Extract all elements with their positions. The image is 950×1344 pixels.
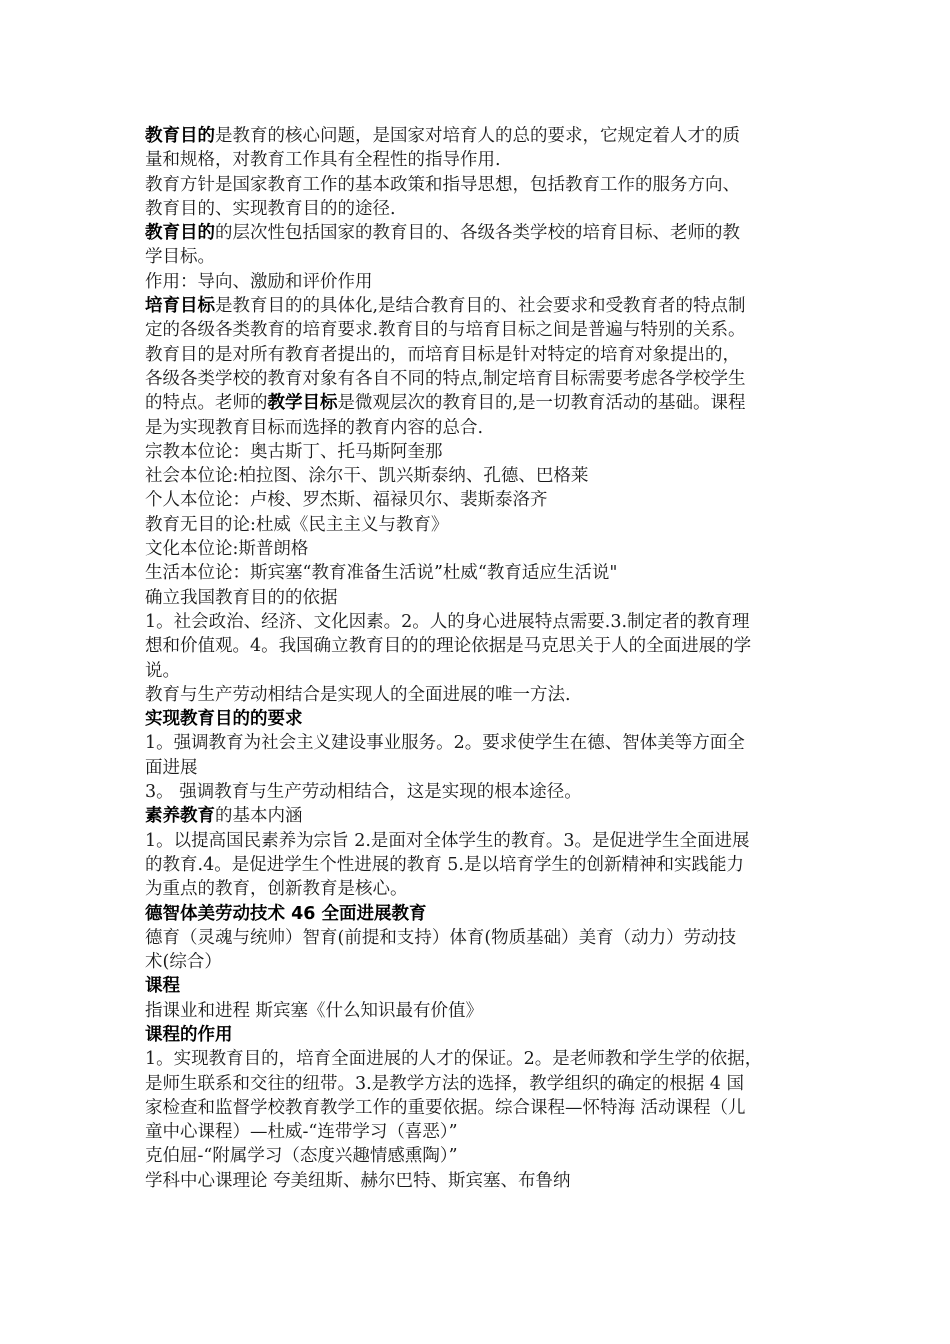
text-line bbox=[145, 464, 815, 488]
text-run: 是为实现教育目标而选择的教育内容的总合. bbox=[145, 417, 484, 438]
text-run: 术(综合） bbox=[145, 952, 222, 973]
text-run: 生活本位论：斯宾塞“教育准备生活说”杜威“教育适应生活说" bbox=[145, 563, 618, 584]
text-line bbox=[145, 707, 815, 731]
text-line bbox=[145, 974, 815, 998]
text-run: 个人本位论：卢梭、罗杰斯、福禄贝尔、裴斯泰洛齐 bbox=[145, 490, 548, 511]
text-line bbox=[145, 537, 815, 561]
text-run: 3。 强调教育与生产劳动相结合，这是实现的根本途径。 bbox=[145, 782, 582, 803]
text-line bbox=[145, 683, 815, 707]
document-body bbox=[145, 124, 815, 1193]
text-line bbox=[145, 902, 815, 926]
text-run: 童中心课程）—杜威-“连带学习（喜恶）” bbox=[145, 1122, 458, 1143]
text-run: 的特点。老师的 bbox=[145, 393, 268, 414]
bold-term: 培育目标 bbox=[145, 296, 215, 317]
text-run: 各级各类学校的教育对象有各自不同的特点,制定培育目标需要考虑各学校学生 bbox=[145, 368, 746, 389]
bold-term: 教育目的 bbox=[145, 126, 215, 146]
text-line bbox=[145, 440, 815, 464]
text-line bbox=[145, 804, 815, 828]
text-run: 教育无目的论:杜威《民主主义与教育》 bbox=[145, 514, 449, 535]
text-line bbox=[145, 513, 815, 537]
text-run: 是教育目的的具体化,是结合教育目的、社会要求和受教育者的特点制 bbox=[215, 296, 746, 317]
text-line bbox=[145, 391, 815, 415]
text-run: 社会本位论:柏拉图、涂尔干、凯兴斯泰纳、孔德、巴格莱 bbox=[145, 466, 589, 487]
text-run: 指课业和进程 斯宾塞《什么知识最有价值》 bbox=[145, 1000, 484, 1021]
text-line bbox=[145, 610, 815, 634]
text-line bbox=[145, 270, 815, 294]
bold-term: 实现教育目的的要求 bbox=[145, 709, 303, 730]
text-line bbox=[145, 1047, 815, 1071]
text-line bbox=[145, 999, 815, 1023]
bold-term: 课程 bbox=[145, 976, 180, 997]
text-run: 家检查和监督学校教育教学工作的重要依据。综合课程—怀特海 活动课程（儿 bbox=[145, 1097, 746, 1118]
text-run: 文化本位论:斯普朗格 bbox=[145, 539, 309, 560]
text-run: 的基本内涵 bbox=[215, 806, 303, 827]
text-run: 是微观层次的教育目的,是一切教育活动的基础。课程 bbox=[337, 393, 746, 414]
text-run: 教育目的是对所有教育者提出的，而培育目标是针对特定的培育对象提出的， bbox=[145, 344, 740, 365]
bold-term: 教学目标 bbox=[267, 393, 338, 414]
text-line bbox=[145, 561, 815, 585]
text-line bbox=[145, 343, 815, 367]
text-run: 为重点的教育，创新教育是核心。 bbox=[145, 879, 408, 900]
text-line bbox=[145, 1072, 815, 1096]
text-run: 德育（灵魂与统帅）智育(前提和支持）体育(物质基础）美育（动力）劳动技 bbox=[145, 927, 737, 948]
text-run: 宗教本位论：奥古斯丁、托马斯阿奎那 bbox=[145, 441, 443, 462]
text-run: 说。 bbox=[145, 660, 180, 681]
text-run: 1。以提高国民素养为宗旨 2.是面对全体学生的教育。3。是促进学生全面进展 bbox=[145, 830, 750, 851]
bold-term: 教育目的 bbox=[145, 223, 215, 244]
text-run: 是教育的核心问题，是国家对培育人的总的要求，它规定着人才的质 bbox=[215, 126, 740, 146]
text-line bbox=[145, 488, 815, 512]
text-run: 克伯屈-“附属学习（态度兴趣情感熏陶）” bbox=[145, 1146, 458, 1167]
text-line bbox=[145, 367, 815, 391]
text-run: 教育方针是国家教育工作的基本政策和指导思想，包括教育工作的服务方向、 bbox=[145, 174, 740, 195]
text-run: 教育目的、实现教育目的的途径. bbox=[145, 198, 396, 219]
text-line bbox=[145, 877, 815, 901]
text-line bbox=[145, 950, 815, 974]
text-line bbox=[145, 1144, 815, 1168]
text-line bbox=[145, 586, 815, 610]
text-line bbox=[145, 829, 815, 853]
text-run: 的教育.4。是促进学生个性进展的教育 5.是以培育学生的创新精神和实践能力 bbox=[145, 854, 744, 875]
text-run: 学科中心课理论 夸美纽斯、赫尔巴特、斯宾塞、布鲁纳 bbox=[145, 1170, 571, 1191]
bold-term: 德智体美劳动技术 46 全面进展教育 bbox=[145, 903, 427, 924]
text-line bbox=[145, 1169, 815, 1193]
text-line bbox=[145, 173, 815, 197]
text-line bbox=[145, 221, 815, 245]
bold-term: 素养教育 bbox=[145, 806, 215, 827]
text-line bbox=[145, 659, 815, 683]
text-line bbox=[145, 756, 815, 780]
text-run: 确立我国教育目的的依据 bbox=[145, 587, 338, 608]
text-line bbox=[145, 1023, 815, 1047]
text-run: 1。社会政治、经济、文化因素。2。人的身心进展特点需要.3.制定者的教育理 bbox=[145, 611, 750, 632]
text-run: 想和价值观。4。我国确立教育目的的理论依据是马克思关于人的全面进展的学 bbox=[145, 636, 752, 657]
text-run: 1。强调教育为社会主义建设事业服务。2。要求使学生在德、智体美等方面全 bbox=[145, 733, 745, 754]
text-line bbox=[145, 780, 815, 804]
text-line bbox=[145, 294, 815, 318]
text-run: 教育与生产劳动相结合是实现人的全面进展的唯一方法. bbox=[145, 684, 571, 705]
text-run: 面进展 bbox=[145, 757, 198, 778]
text-line bbox=[145, 124, 815, 148]
text-line bbox=[145, 634, 815, 658]
text-run: 是师生联系和交往的纽带。3.是教学方法的选择，教学组织的确定的根据 4 国 bbox=[145, 1073, 744, 1094]
text-line bbox=[145, 926, 815, 950]
bold-term: 课程的作用 bbox=[145, 1024, 233, 1045]
text-line bbox=[145, 731, 815, 755]
text-line bbox=[145, 148, 815, 172]
text-line bbox=[145, 416, 815, 440]
text-line bbox=[145, 1120, 815, 1144]
text-run: 的层次性包括国家的教育目的、各级各类学校的培育目标、老师的教 bbox=[215, 223, 740, 244]
text-run: 量和规格，对教育工作具有全程性的指导作用. bbox=[145, 150, 501, 171]
text-line bbox=[145, 853, 815, 877]
text-line bbox=[145, 318, 815, 342]
text-line bbox=[145, 1096, 815, 1120]
text-line bbox=[145, 197, 815, 221]
text-line bbox=[145, 245, 815, 269]
text-run: 1。实现教育目的，培育全面进展的人才的保证。2。是老师教和学生学的依据， bbox=[145, 1049, 763, 1070]
text-run: 作用：导向、激励和评价作用 bbox=[145, 271, 373, 292]
text-run: 学目标。 bbox=[145, 247, 215, 268]
text-run: 定的各级各类教育的培育要求.教育目的与培育目标之间是普遍与特别的关系。 bbox=[145, 320, 746, 341]
